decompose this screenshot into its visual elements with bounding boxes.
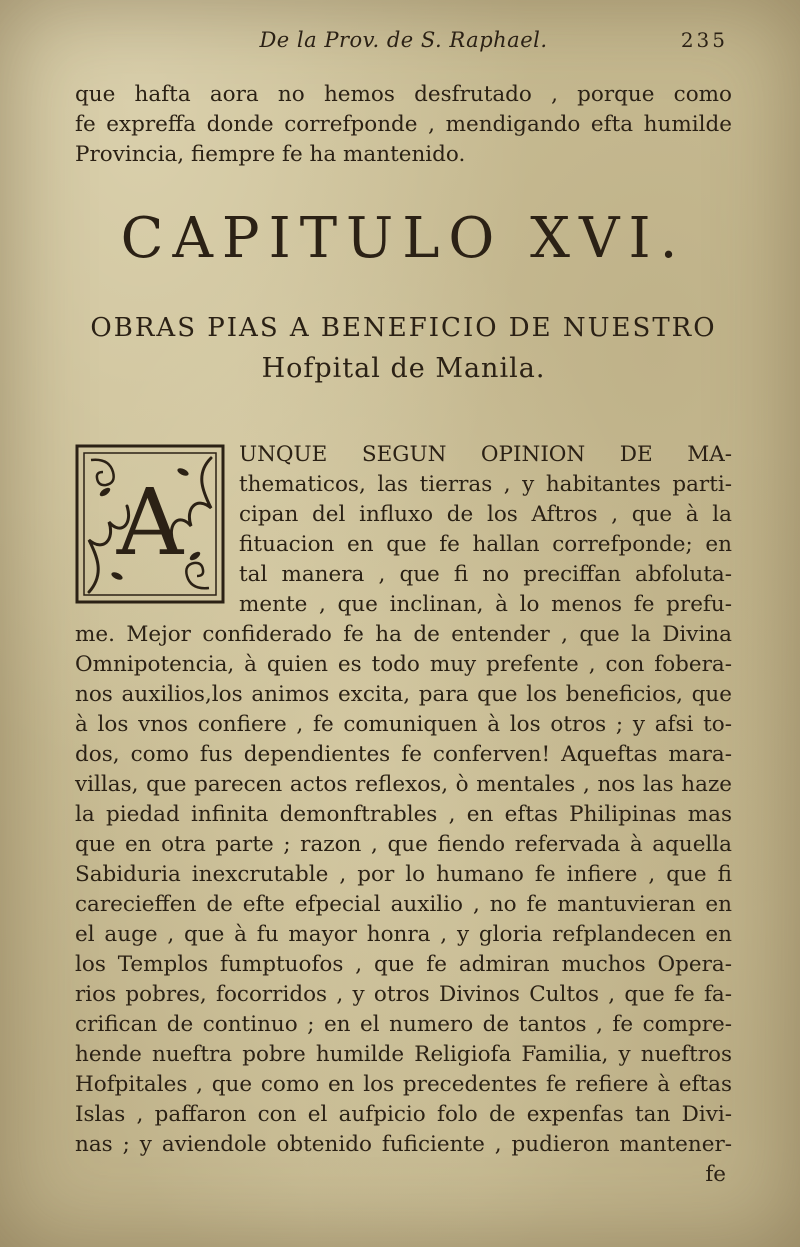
text-line: rios pobres, focorridos , y otros Divinos Cultos , que fe fa-: [75, 982, 732, 1007]
text-line: nos auxilios,los animos excita, para que los beneficios, que: [75, 682, 732, 707]
text-line: Provincia, fiempre fe ha mantenido.: [75, 142, 466, 167]
section-heading: OBRAS PIAS A BENEFICIO DE NUESTRO: [90, 313, 717, 343]
text-line: Hofpitales , que como en los precedentes fe refiere à eftas: [75, 1072, 732, 1097]
text-line: Islas , paffaron con el aufpicio folo de expenfas tan Divi-: [75, 1102, 732, 1127]
running-header-title: De la Prov. de S. Raphael.: [259, 28, 548, 52]
text-line: villas, que parecen actos reflexos, ò mentales , nos las haze: [75, 772, 732, 797]
chapter-title: CAPITULO XVI.: [120, 206, 687, 271]
text-line: los Templos fumptuofos , que fe admiran muchos Opera-: [75, 952, 732, 977]
text-line: Omnipotencia, à quien es todo muy prefente , con fobera-: [75, 652, 732, 677]
woodcut-initial-icon: [75, 444, 225, 604]
text-line: el auge , que à fu mayor honra , y gloria refplandecen en: [75, 922, 732, 947]
text-line: mente , que inclinan, à lo menos fe prefu-: [239, 592, 732, 617]
text-line: nas ; y aviendole obtenido fuficiente , pudieron mantener-: [75, 1132, 732, 1157]
text-line: me. Mejor confiderado fe ha de entender , que la Divina: [75, 622, 732, 647]
text-line: fituacion en que fe hallan correfponde; en: [239, 532, 732, 557]
catchword: fe: [705, 1162, 726, 1187]
intro-paragraph: [75, 80, 732, 170]
text-line: UNQUE SEGUN OPINION DE MA-: [239, 442, 732, 467]
running-header: [75, 28, 732, 58]
text-line: carecieffen de efte efpecial auxilio , no fe mantuvieran en: [75, 892, 732, 917]
text-line: cipan del influxo de los Aftros , que à la: [239, 502, 732, 527]
text-line: que en otra parte ; razon , que fiendo refervada à aquella: [75, 832, 732, 857]
body-paragraph: [75, 440, 732, 1190]
decorated-initial-block: [75, 444, 225, 604]
text-line: hende nueftra pobre humilde Religiofa Familia, y nueftros: [75, 1042, 732, 1067]
text-line: que hafta aora no hemos desfrutado , porque como: [75, 82, 732, 107]
text-line: thematicos, las tierras , y habitantes parti-: [239, 472, 732, 497]
text-line: fe expreffa donde correfponde , mendigando efta humilde: [75, 112, 732, 137]
text-line: Sabiduria inexcrutable , por lo humano fe infiere , que fi: [75, 862, 732, 887]
page-number: 235: [680, 28, 728, 52]
initial-letter: A: [116, 469, 184, 576]
text-line: dos, como fus dependientes fe conferven! Aqueftas mara-: [75, 742, 732, 767]
text-line: tal manera , que fi no preciffan abfoluta-: [239, 562, 732, 587]
section-subheading: Hofpital de Manila.: [261, 353, 546, 384]
text-line: la piedad infinita demonftrables , en eftas Philipinas mas: [75, 802, 732, 827]
text-line: à los vnos confiere , fe comuniquen à los otros ; y afsi to-: [75, 712, 732, 737]
text-line: crifican de continuo ; en el numero de tantos , fe compre-: [75, 1012, 732, 1037]
